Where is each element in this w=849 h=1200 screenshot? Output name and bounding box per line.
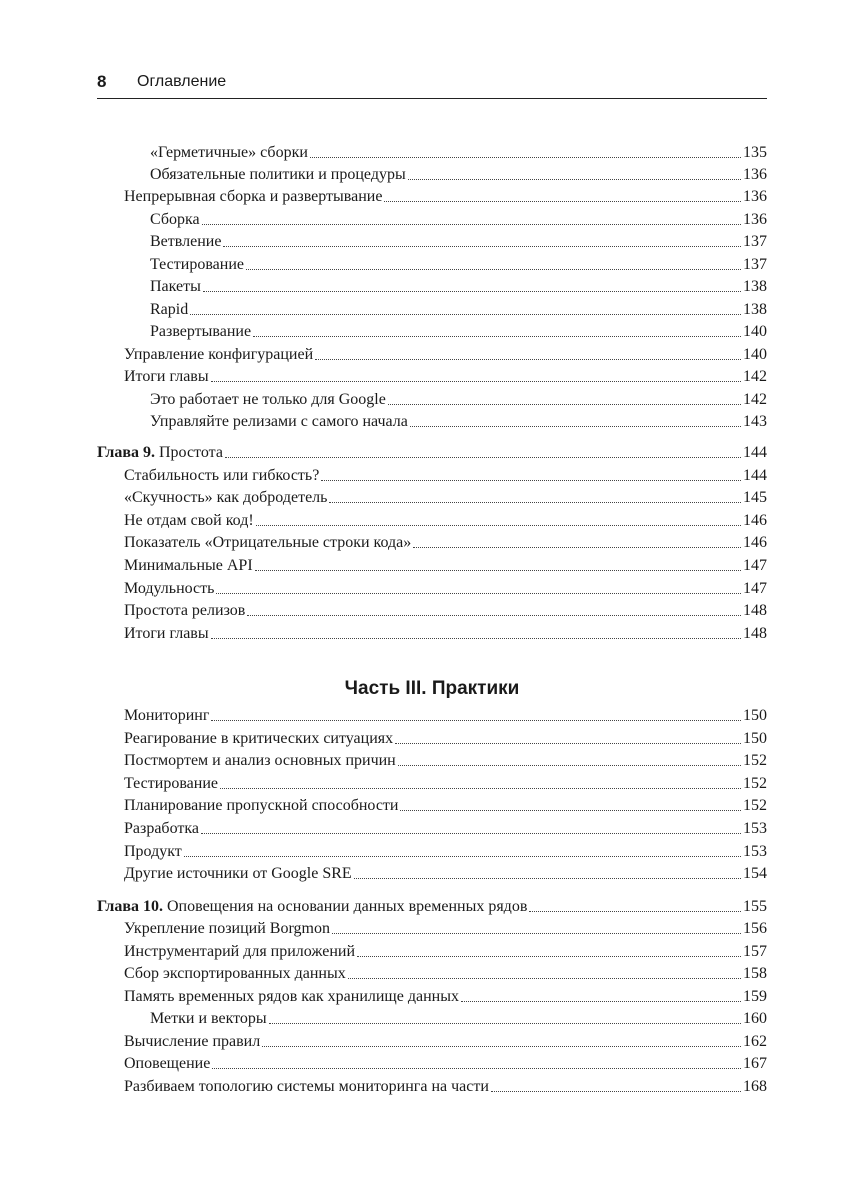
toc-entry[interactable]: Ветвление 137: [150, 233, 767, 250]
toc-entry[interactable]: Модульность 147: [124, 580, 767, 597]
toc-entry[interactable]: Сбор экспортированных данных 158: [124, 965, 767, 982]
toc-entry[interactable]: Пакеты 138: [150, 278, 767, 295]
toc-entry[interactable]: Другие источники от Google SRE 154: [124, 865, 767, 882]
toc-entry[interactable]: Планирование пропускной способности 152: [124, 797, 767, 814]
chapter-heading[interactable]: [97, 896, 767, 918]
toc-entry[interactable]: Управление конфигурацией 140: [124, 346, 767, 363]
page-header: [97, 72, 767, 99]
chapter-page: 144: [743, 444, 767, 461]
toc-entry[interactable]: Управляйте релизами с самого начала 143: [150, 413, 767, 430]
chapter-page: 155: [743, 898, 767, 915]
toc-entry[interactable]: Оповещение 167: [124, 1055, 767, 1072]
page-number: 8: [97, 72, 107, 91]
toc-entry[interactable]: Сборка 136: [150, 211, 767, 228]
toc-entry[interactable]: Минимальные API 147: [124, 557, 767, 574]
toc-entry[interactable]: Итоги главы 148: [124, 625, 767, 642]
toc-entry[interactable]: Укрепление позиций Borgmon 156: [124, 920, 767, 937]
toc-entry[interactable]: Не отдам свой код! 146: [124, 512, 767, 529]
toc-entry[interactable]: «Герметичные» сборки 135: [150, 144, 767, 161]
toc-entry[interactable]: «Скучность» как добродетель 145: [124, 489, 767, 506]
toc-entry[interactable]: Продукт 153: [124, 843, 767, 860]
toc-entry[interactable]: Постмортем и анализ основных причин 152: [124, 752, 767, 769]
part-title: Часть III. Практики: [344, 678, 520, 699]
toc-entry[interactable]: Простота релизов 148: [124, 602, 767, 619]
toc-entry[interactable]: Разработка 153: [124, 820, 767, 837]
toc-entry[interactable]: Реагирование в критических ситуациях 150: [124, 730, 767, 747]
toc-entry[interactable]: Вычисление правил 162: [124, 1033, 767, 1050]
toc-entry[interactable]: Rapid 138: [150, 301, 767, 318]
chapter-label: Глава 9.: [97, 444, 155, 461]
toc-entry[interactable]: Показатель «Отрицательные строки кода» 146: [124, 534, 767, 551]
chapter-title: Простота: [159, 444, 223, 461]
toc-entry[interactable]: Развертывание 140: [150, 323, 767, 340]
toc-entry[interactable]: Это работает не только для Google 142: [150, 391, 767, 408]
toc-entry[interactable]: Тестирование 152: [124, 775, 767, 792]
toc-entry[interactable]: Обязательные политики и процедуры 136: [150, 166, 767, 183]
toc-entry[interactable]: Непрерывная сборка и развертывание 136: [124, 188, 767, 205]
toc-entry[interactable]: Метки и векторы 160: [150, 1010, 767, 1027]
chapter-heading[interactable]: [97, 442, 767, 464]
running-title: Оглавление: [137, 73, 227, 90]
chapter-title: Оповещения на основании данных временных рядов: [167, 898, 528, 915]
toc-entry[interactable]: Стабильность или гибкость? 144: [124, 467, 767, 484]
toc-entry[interactable]: Память временных рядов как хранилище данных 159: [124, 988, 767, 1005]
toc-entry[interactable]: Инструментарий для приложений 157: [124, 943, 767, 960]
toc-entry[interactable]: Мониторинг 150: [124, 707, 767, 724]
toc-entry[interactable]: Тестирование 137: [150, 256, 767, 273]
toc-entry[interactable]: Итоги главы 142: [124, 368, 767, 385]
chapter-label: Глава 10.: [97, 898, 163, 915]
toc-entry[interactable]: Разбиваем топологию системы мониторинга на части 168: [124, 1078, 767, 1095]
